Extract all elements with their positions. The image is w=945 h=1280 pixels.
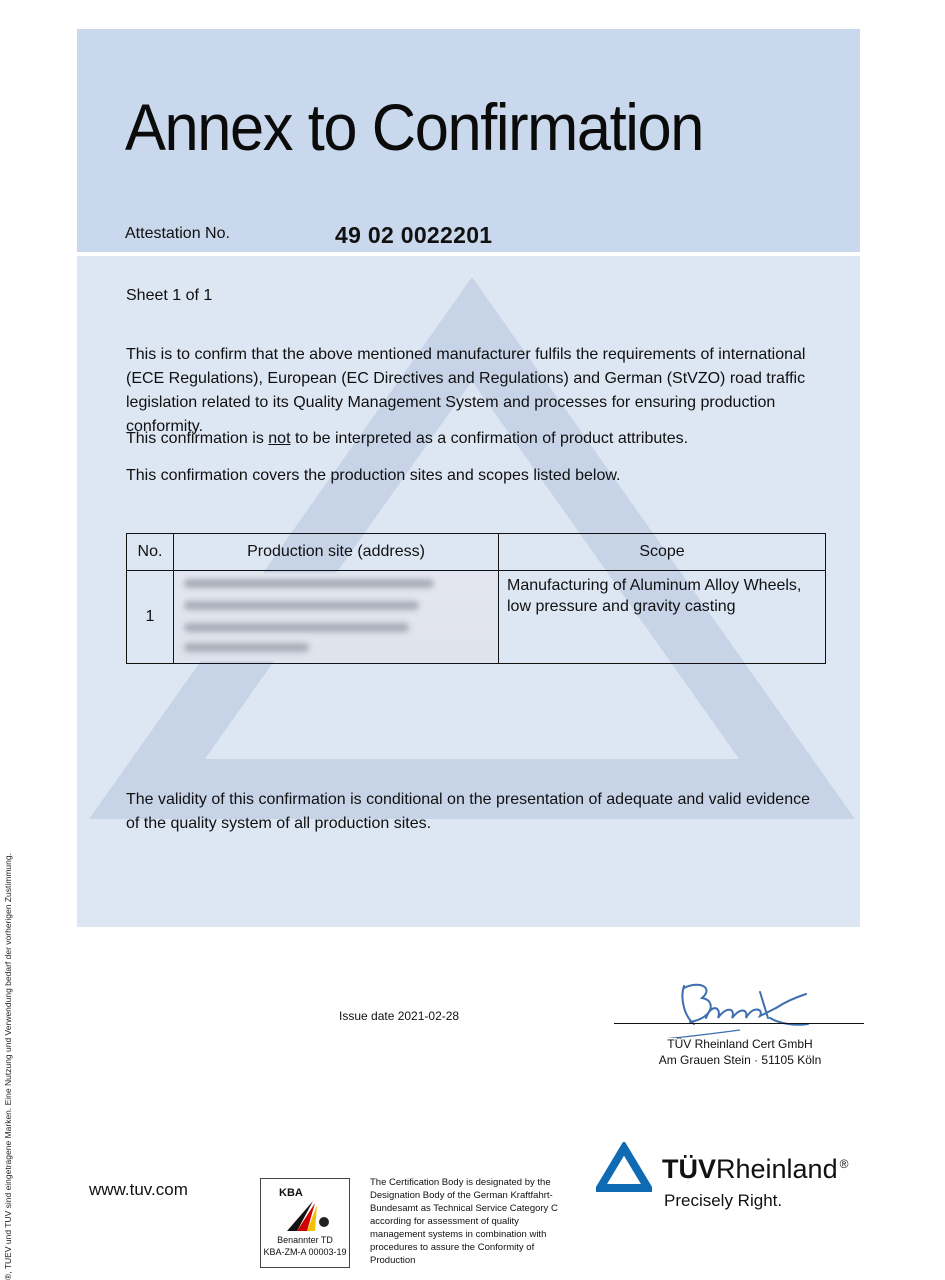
kba-benannt: Benannter TD <box>277 1235 333 1245</box>
brand-regular: Rheinland <box>716 1154 838 1184</box>
disclaimer-negation: not <box>268 430 291 447</box>
brand-slogan: Precisely Right. <box>664 1191 783 1210</box>
attestation-number: 49 02 0022201 <box>335 222 493 248</box>
kba-title: KBA <box>279 1187 303 1199</box>
redacted-address <box>174 571 499 664</box>
disclaimer-pre: This confirmation is <box>126 430 269 447</box>
header-no: No. <box>127 534 174 571</box>
signature-image <box>640 978 820 1038</box>
validity-paragraph: The validity of this confirmation is conditional on the presentation of adequate and valid evidence of the quality system of all production sites. <box>126 791 810 832</box>
company-name: TÜV Rheinland Cert GmbH <box>667 1037 813 1051</box>
page-title: Annex to Confirmation <box>125 90 704 164</box>
issuer-address <box>640 1036 840 1068</box>
kba-badge <box>260 1178 350 1268</box>
issue-date: Issue date 2021-02-28 <box>339 1009 460 1023</box>
certification-body-note: The Certification Body is designated by the Designation Body of the German Kraftfahrt-Bundesamt as Technical Service Category C according for assessment of quality management systems in combination with procedures to assure the Conformity of Production <box>370 1177 558 1266</box>
website-link[interactable]: www.tuv.com <box>89 1180 188 1199</box>
attributes-disclaimer <box>126 427 816 451</box>
row-scope: Manufacturing of Aluminum Alloy Wheels, low pressure and gravity casting <box>499 571 826 664</box>
brand-bold: TÜV <box>662 1154 716 1184</box>
blurred-line <box>184 643 309 652</box>
attestation-label: Attestation No. <box>125 225 230 242</box>
registered-mark: ® <box>839 1157 849 1171</box>
row-number: 1 <box>127 571 174 664</box>
disclaimer-post: to be interpreted as a confirmation of product attributes. <box>290 430 689 447</box>
blurred-line <box>184 579 434 588</box>
confirmation-paragraph: This is to confirm that the above mentioned manufacturer fulfils the requirements of international (ECE Regulations), European (EC Directives and Regulations) and German (StVZO) road traffic legislation related to its Quality Management System and processes for ensuring production conformity. <box>126 346 806 435</box>
header-production-site: Production site (address) <box>174 534 499 571</box>
company-address: Am Grauen Stein · 51105 Köln <box>658 1053 822 1067</box>
kba-code: KBA-ZM-A 00003-19 <box>263 1247 347 1257</box>
sheet-number: Sheet 1 of 1 <box>126 287 213 304</box>
signature-line <box>614 1023 864 1024</box>
kba-flag-icon <box>283 1189 333 1233</box>
table-row <box>127 571 826 664</box>
trademark-notice: ®, TUEV und TUV sind eingetragene Marken. Eine Nutzung und Verwendung bedarf der vorherigen Zustimmung. <box>3 853 13 1280</box>
blurred-line <box>184 623 409 632</box>
header-scope: Scope <box>499 534 826 571</box>
tuv-triangle-logo <box>596 1142 652 1192</box>
tuv-brand-wordmark <box>662 1154 848 1185</box>
table-header-row <box>127 534 826 571</box>
production-sites-table <box>126 533 826 664</box>
blurred-line <box>184 601 419 610</box>
coverage-paragraph: This confirmation covers the production sites and scopes listed below. <box>126 467 621 484</box>
